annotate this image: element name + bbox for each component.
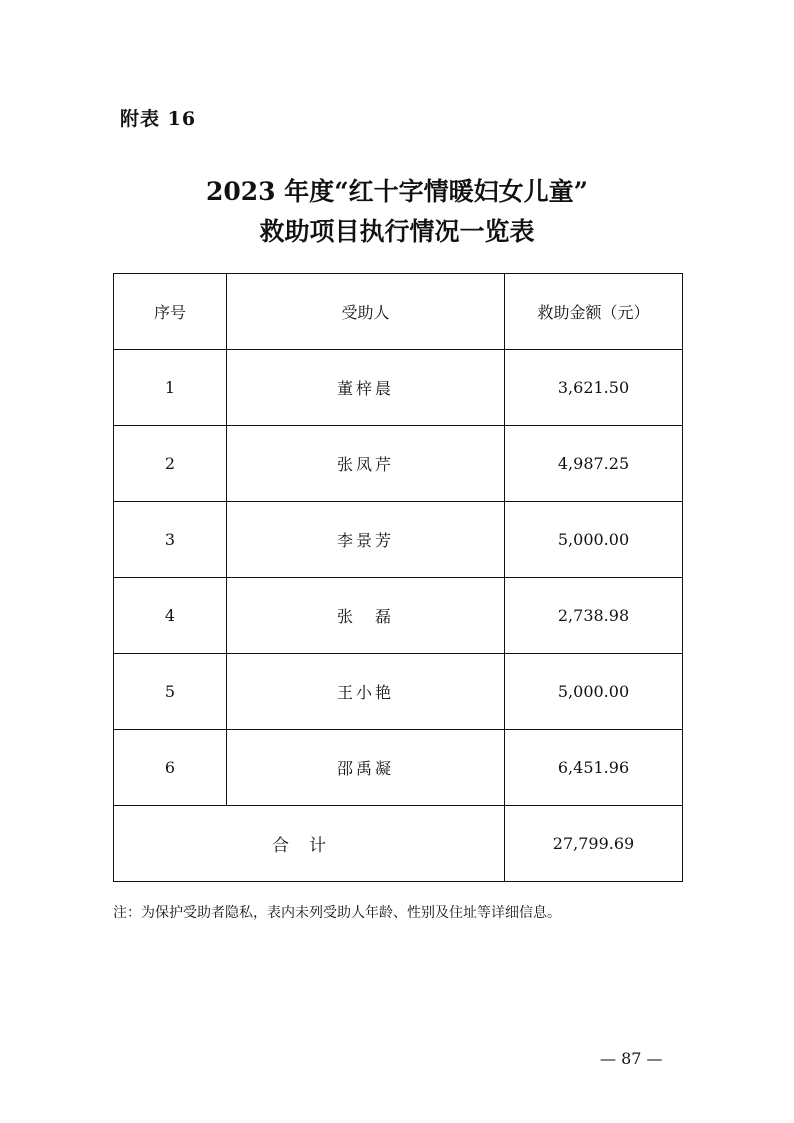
row-index: 6	[114, 730, 227, 806]
page-title-line-2: 救助项目执行情况一览表	[259, 217, 535, 246]
row-amount: 5,000.00	[505, 502, 683, 578]
header-index: 序号	[114, 274, 227, 350]
table-row	[114, 502, 683, 578]
appendix-label: 附表 16	[120, 108, 197, 130]
row-recipient: 张 磊	[227, 578, 505, 654]
page-title-line-1: 2023 年度“红十字情暖妇女儿童”	[205, 177, 589, 206]
row-amount: 4,987.25	[505, 426, 683, 502]
row-recipient: 张凤芹	[227, 426, 505, 502]
table-row	[114, 426, 683, 502]
row-index: 5	[114, 654, 227, 730]
table-total-row	[114, 806, 683, 882]
row-amount: 2,738.98	[505, 578, 683, 654]
aid-table	[113, 273, 683, 882]
total-amount: 27,799.69	[505, 806, 683, 882]
row-index: 4	[114, 578, 227, 654]
table-row	[114, 654, 683, 730]
row-amount: 5,000.00	[505, 654, 683, 730]
footnote: 注：为保护受助者隐私，表内未列受助人年龄、性别及住址等详细信息。	[113, 905, 561, 921]
row-recipient: 董梓晨	[227, 350, 505, 426]
row-index: 2	[114, 426, 227, 502]
header-recipient: 受助人	[227, 274, 505, 350]
table-row	[114, 578, 683, 654]
header-amount: 救助金额（元）	[505, 274, 683, 350]
table-header-row	[114, 274, 683, 350]
row-recipient: 王小艳	[227, 654, 505, 730]
row-index: 1	[114, 350, 227, 426]
total-label: 合计	[114, 806, 505, 882]
row-recipient: 邵禹凝	[227, 730, 505, 806]
table-row	[114, 730, 683, 806]
row-amount: 3,621.50	[505, 350, 683, 426]
page-number: — 87 —	[600, 1049, 663, 1068]
row-amount: 6,451.96	[505, 730, 683, 806]
table-row	[114, 350, 683, 426]
row-recipient: 李景芳	[227, 502, 505, 578]
row-index: 3	[114, 502, 227, 578]
